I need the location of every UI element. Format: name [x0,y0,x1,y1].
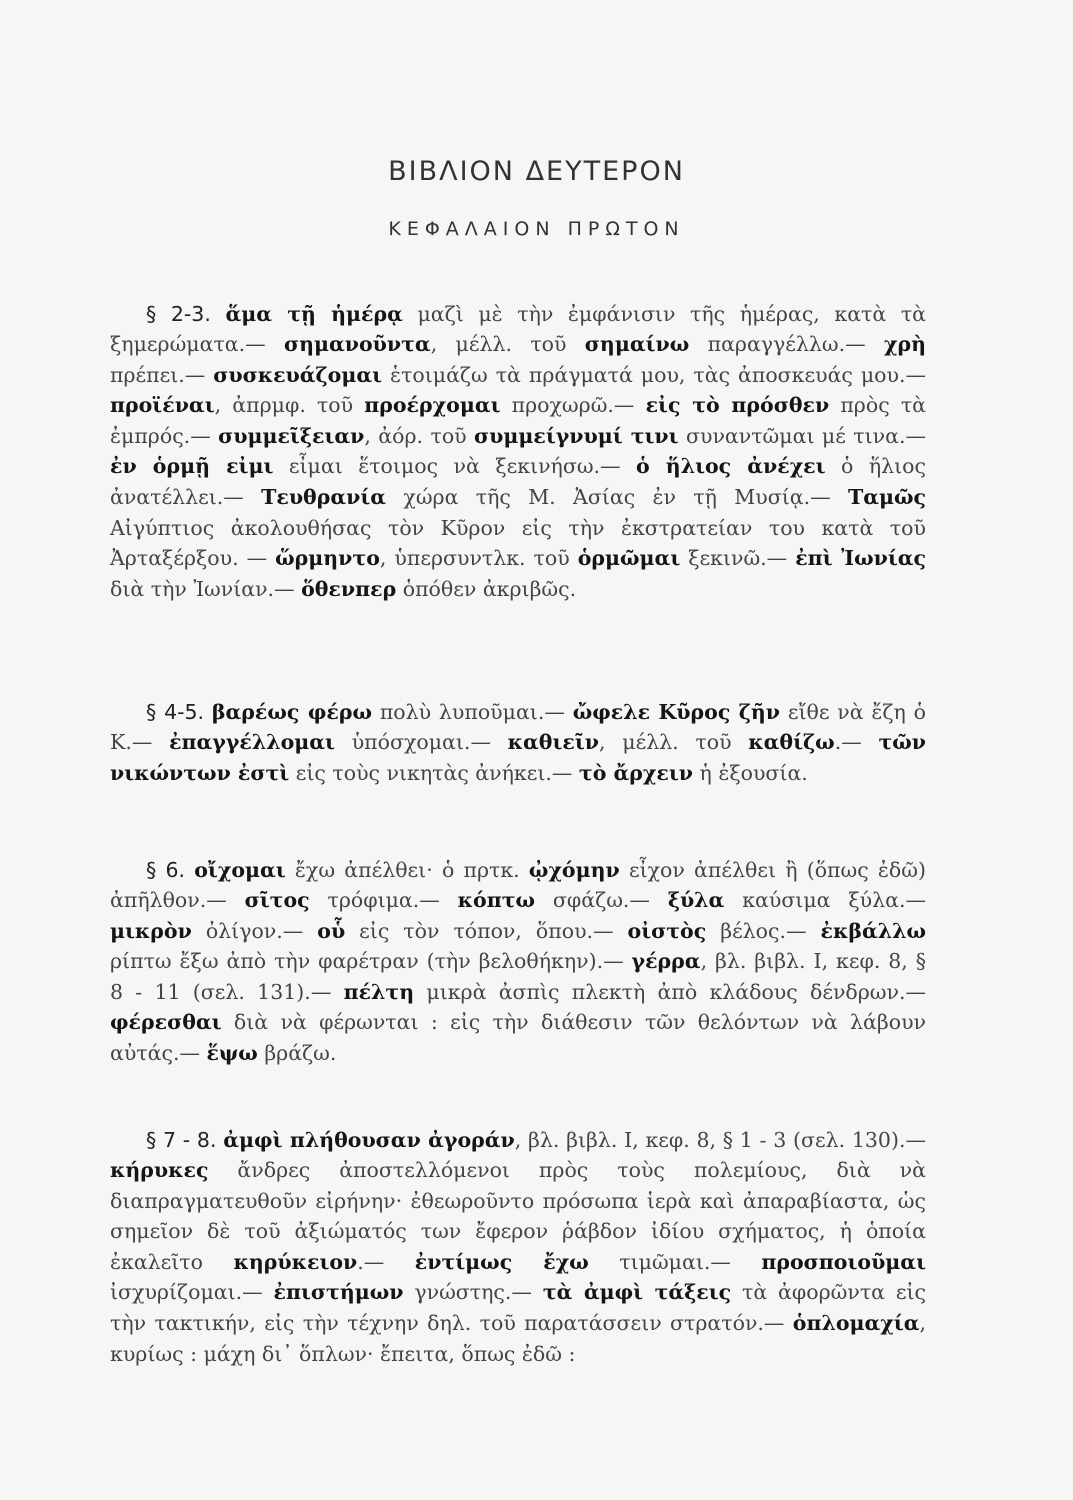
glossary-term: μικρὸν [110,918,192,943]
gloss-text: εἴθε νὰ ἔζη ὁ Κ.— [110,699,926,755]
glossary-term: κήρυκες [110,1158,209,1183]
gloss-text [211,302,226,326]
glossary-term: ὁ ἥλιος ἀνέχει [636,454,826,479]
paragraph-section-7-8 [110,1125,926,1370]
gloss-text: ὀλίγον.— [191,918,318,943]
glossary-term: συμμείγνυμί τινι [474,423,679,448]
gloss-text: προχωρῶ.— [500,393,646,418]
gloss-text: ἄνδρες ἀποστελλόμενοι πρὸς τοὺς πολεμίους, διὰ νὰ διαπραγματευθοῦν εἰρήνην· ἐθεωροῦντο πρόσωπα ἱερὰ καὶ ἀπαραβίαστα, ὡς σημεῖον δὲ τοῦ ἀξιώματός των ἔφερον ῥάβδον ἰδίου σχήματος, ἡ ὁποία ἐκαλεῖτο [110,1158,926,1274]
glossary-term: προσποιοῦμαι [761,1249,926,1274]
gloss-text: μικρὰ ἀσπὶς πλεκτὴ ἀπὸ κλάδους δένδρων.— [414,979,926,1004]
gloss-text: βέλος.— [706,918,821,943]
glossary-term: ᾠχόμην [528,857,620,882]
paragraph-section-6 [110,855,926,1069]
section-number: § 2-3. [146,301,211,326]
gloss-text: Αἰγύπτιος ἀκολουθήσας τὸν Κῦρον εἰς τὴν ἐκστρατείαν του κατὰ τοῦ Ἀρταξέρξου. — [110,515,926,571]
glossary-term: τὸ ἄρχειν [578,760,694,785]
gloss-text: τρόφιμα.— [309,888,458,913]
glossary-term: ἐντίμως ἔχω [414,1249,589,1274]
glossary-term: εἰς τὸ πρόσθεν [645,393,830,418]
gloss-text: καύσιμα ξύλα.— [724,888,926,913]
paragraph-section-4-5 [110,697,926,789]
glossary-term: τῶν νικώντων ἐστὶ [110,730,926,785]
glossary-term: χρὴ [883,332,927,357]
gloss-text: , ἀπρμφ. τοῦ [214,393,365,418]
gloss-text [185,858,194,882]
glossary-term: βαρέως φέρω [211,699,372,724]
gloss-text: , ὑπερσυντλκ. τοῦ [379,546,578,571]
glossary-term: ἅμα τῇ ἡμέρᾳ [225,301,403,326]
gloss-text: .— [357,1249,415,1274]
glossary-term: κηρύκειον [233,1249,358,1274]
gloss-text: , μέλλ. τοῦ [430,332,585,357]
glossary-term: καθίζω [748,730,835,755]
glossary-term: οἰστὸς [627,918,707,943]
chapter-title: ΚΕΦΑΛΑΙΟΝ ΠΡΩΤΟΝ [388,218,685,240]
glossary-term: τὰ ἀμφὶ τάξεις [542,1280,732,1305]
gloss-text: , ἀόρ. τοῦ [364,423,475,448]
glossary-term: συμμεῖξειαν [218,423,365,448]
gloss-text: τιμῶμαι.— [588,1249,762,1274]
gloss-text: ὁ ἥλιος ἀνατέλλει.— [110,454,926,510]
paragraph-section-2-3 [110,299,926,605]
gloss-text: ξεκινῶ.— [680,546,796,571]
gloss-text: τὰ ἀφορῶντα εἰς τὴν τακτικήν, εἰς τὴν τέχνην δηλ. τοῦ παρατάσσειν στρατόν.— [110,1280,927,1336]
gloss-text: ἡ ἐξουσία. [693,760,808,785]
glossary-term: ὤφελε Κῦρος ζῆν [572,699,781,724]
glossary-term: ὥρμηντο [275,546,380,571]
section-number: § 6. [146,857,186,882]
gloss-text: ὑπόσχομαι.— [334,730,508,755]
glossary-term: ἐπιστήμων [273,1280,404,1305]
gloss-text: συναντῶμαι μέ τινα.— [678,423,926,448]
gloss-text: διὰ νὰ φέρωνται : εἰς τὴν διάθεσιν τῶν θελόντων νὰ λάβουν αὐτάς.— [110,1010,926,1066]
gloss-text: πρὸς τὰ ἐμπρός.— [110,393,926,448]
gloss-text: χώρα τῆς Μ. Ἀσίας ἐν τῇ Μυσίᾳ.— [386,485,848,510]
glossary-term: συσκευάζομαι [213,362,383,387]
glossary-term: ἕψω [206,1041,258,1066]
gloss-text: σφάζω.— [535,888,668,913]
glossary-term: καθιεῖν [507,730,600,755]
glossary-term: σημαίνω [584,332,690,357]
glossary-term: Ταμῶς [847,485,926,510]
gloss-text: εἰς τοὺς νικητὰς ἀνήκει.— [289,760,579,785]
gloss-text: διὰ τὴν Ἰωνίαν.— [110,576,302,601]
gloss-text: , κυρίως : μάχη δι᾽ ὅπλων· ἔπειτα, ὅπως ἐδῶ : [110,1311,926,1366]
gloss-text [204,700,212,724]
gloss-text: , μέλλ. τοῦ [599,730,749,755]
glossary-term: ὁπλομαχία [792,1311,920,1336]
glossary-term: οὗ [317,918,346,943]
glossary-term: ὁρμῶμαι [577,546,681,571]
glossary-term: ἐπὶ Ἰωνίας [795,546,926,571]
gloss-text: μαζὶ μὲ τὴν ἐμφάνισιν τῆς ἡμέρας, κατὰ τὰ ξημερώματα.— [110,301,927,357]
glossary-term: κόπτω [457,888,536,913]
gloss-text: .— [834,730,879,755]
gloss-text: πολὺ λυποῦμαι.— [372,699,573,724]
glossary-term: ὅθενπερ [301,576,397,601]
gloss-text: , βλ. βιβλ. Ι, κεφ. 8, § 8 - 11 (σελ. 131).— [110,949,927,1004]
gloss-text: παραγγέλλω.— [689,332,884,357]
glossary-term: γέρρα [631,949,701,974]
glossary-term: πέλτη [343,979,415,1004]
glossary-term: ξύλα [667,888,725,913]
glossary-term: σημανοῦντα [283,332,431,357]
glossary-term: Τευθρανία [261,485,387,510]
gloss-text: γνώστης.— [403,1280,543,1305]
section-number: § 4-5. [146,699,205,724]
gloss-text: ἔχω ἀπέλθει· ὁ πρτκ. [285,857,529,882]
glossary-term: φέρεσθαι [110,1010,222,1035]
gloss-text: εἶχον ἀπέλθει ἢ (ὅπως ἐδῶ) ἀπῆλθον.— [110,857,926,913]
gloss-text: εἶμαι ἕτοιμος νὰ ξεκινήσω.— [273,454,637,479]
gloss-text: ἰσχυρίζομαι.— [110,1280,274,1305]
glossary-term: προέρχομαι [364,393,501,418]
gloss-text: εἰς τὸν τόπον, ὅπου.— [345,918,628,943]
glossary-term: ἐπαγγέλλομαι [169,730,335,755]
gloss-text: πρέπει.— [110,362,214,387]
glossary-term: σῖτος [244,888,310,913]
glossary-term: οἴχομαι [194,857,286,882]
book-title: ΒΙΒΛΙΟΝ ΔΕΥΤΕΡΟΝ [388,156,685,187]
gloss-text: βράζω. [257,1041,337,1066]
glossary-term: ἐν ὁρμῇ εἰμι [110,454,274,479]
section-number: § 7 - 8. [146,1127,217,1152]
gloss-text: ἑτοιμάζω τὰ πράγματά μου, τὰς ἀποσκευάς μου.— [382,362,927,387]
glossary-term: ἐκβάλλω [820,918,926,943]
gloss-text: ρίπτω ἔξω ἀπὸ τὴν φαρέτραν (τὴν βελοθήκην).— [110,949,632,974]
glossary-term: ἀμφὶ πλήθουσαν ἀγοράν [223,1127,515,1152]
glossary-term: προϊέναι [110,393,215,418]
gloss-text: ὁπόθεν ἀκριβῶς. [396,576,577,601]
gloss-text: , βλ. βιβλ. Ι, κεφ. 8, § 1 - 3 (σελ. 130).— [514,1127,926,1152]
